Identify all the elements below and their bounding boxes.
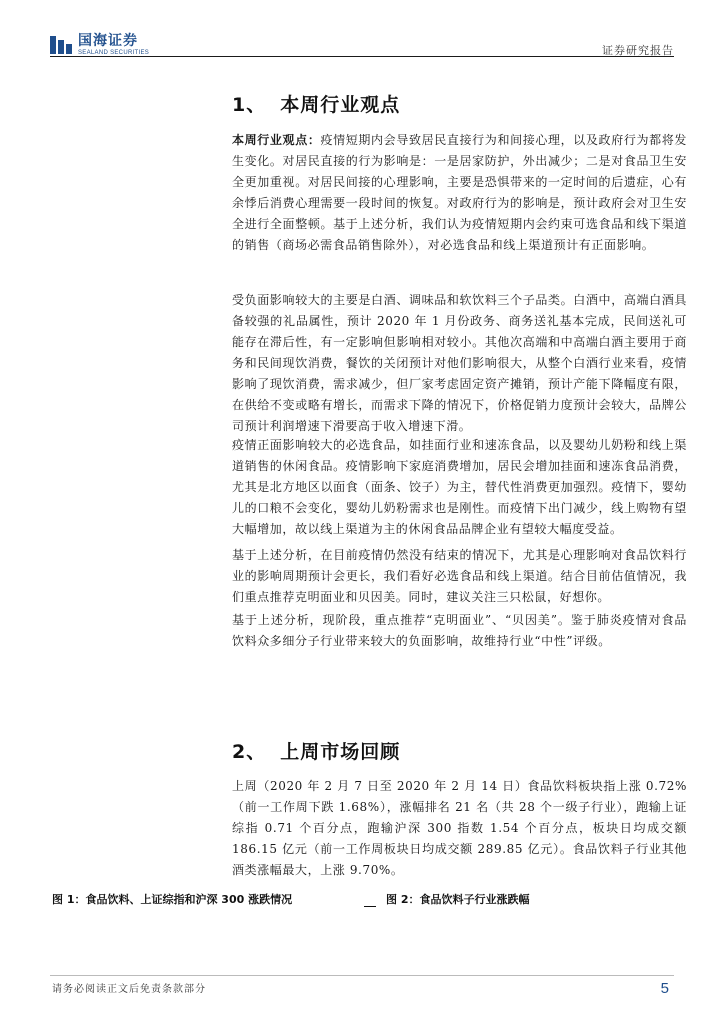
footer-disclaimer: 请务必阅读正文后免责条款部分 (52, 984, 206, 995)
section-1-paragraph-5: 基于上述分析，现阶段，重点推荐“克明面业”、“贝因美”。鉴于肺炎疫情对食品饮料众多细分子行业带来较大的负面影响，故维持行业“中性”评级。 (232, 613, 687, 648)
section-2-number: 2、 (232, 741, 267, 763)
report-type-label: 证券研究报告 (602, 44, 674, 57)
paragraph-lead: 本周行业观点： (232, 133, 321, 147)
sealand-logo-icon (50, 36, 72, 54)
section-1-paragraph-1: 本周行业观点：疫情短期内会导致居民直接行为和间接心理，以及政府行为都将发生变化。对居民直接的行为影响是：一是居家防护，外出减少；二是对食品卫生安全更加重视。对居民间接的心理影响，主要是恐惧带来的一定时间的后遗症，心有余悸后消费心理需要一段时间的恢复。对政府行为的影响是，预计政府会对卫生安全进行全面整顿。基于上述分析，我们认为疫情短期内会约束可选食品和线下渠道的销售（商场必需食品销售除外），对必选食品和线上渠道预计有正面影响。 (232, 133, 687, 252)
section-1-paragraph-4: 基于上述分析，在目前疫情仍然没有结束的情况下，尤其是心理影响对食品饮料行业的影响周期预计会更长，我们看好必选食品和线上渠道。结合目前估值情况，我们重点推荐克明面业和贝因美。同时，建议关注三只松鼠，好想你。 (232, 548, 687, 604)
section-2-paragraph-1: 上周（2020 年 2 月 7 日至 2020 年 2 月 14 日）食品饮料板块指上涨 0.72%（前一工作周下跌 1.68%），涨幅排名 21 名（共 28 个一级子行业），跑输上证综指 0.71 个百分点，跑输沪深 300 指数 1.54 个百分点，板块日均成交额 186.15 亿元（前一工作周板块日均成交额 289.85 亿元）。食品饮料子行业其他酒类涨幅最大，上涨 9.70%。 (232, 779, 687, 877)
figure-2-caption: 图 2：食品饮料子行业涨跌幅 (386, 893, 530, 906)
logo-chinese-name: 国海证券 (78, 33, 138, 49)
section-1-number: 1、 (232, 94, 267, 116)
footer-divider (50, 975, 674, 976)
section-2-title: 上周市场回顾 (280, 741, 401, 763)
figure-1-caption: 图 1：食品饮料、上证综指和沪深 300 涨跌情况 (52, 893, 293, 906)
section-1-paragraph-2: 受负面影响较大的主要是白酒、调味品和软饮料三个子品类。白酒中，高端白酒具备较强的礼品属性，预计 2020 年 1 月份政务、商务送礼基本完成，民间送礼可能存在滞后性，有一定影响但影响相对较小。其他次高端和中高端白酒主要用于商务和民间现饮消费，餐饮的关闭预计对他们影响很大，从整个白酒行业来看，疫情影响了现饮消费，需求减少，但厂家考虑固定资产摊销，预计产能下降幅度有限，在供给不变或略有增长，而需求下降的情况下，价格促销力度预计会较大，品牌公司预计利润增速下滑要高于收入增速下滑。 (232, 293, 687, 433)
section-1-heading (232, 90, 400, 117)
section-2-heading (232, 737, 400, 764)
page-number: 5 (660, 980, 669, 997)
section-1-paragraph-3: 疫情正面影响较大的必选食品，如挂面行业和速冻食品，以及婴幼儿奶粉和线上渠道销售的休闲食品。疫情影响下家庭消费增加，居民会增加挂面和速冻食品消费，尤其是北方地区以面食（面条、饺子）为主，替代性消费更加强烈。疫情下，婴幼儿的口粮不会变化，婴幼儿奶粉需求也是刚性。而疫情下出门减少，线上购物有望大幅增加，故以线上渠道为主的休闲食品品牌企业有望较大幅度受益。 (232, 438, 687, 536)
figure-divider (364, 906, 376, 907)
header-logo (50, 34, 149, 56)
logo-english-name: SEALAND SECURITIES (78, 50, 150, 56)
header-divider (50, 56, 674, 57)
section-1-title: 本周行业观点 (280, 94, 401, 116)
